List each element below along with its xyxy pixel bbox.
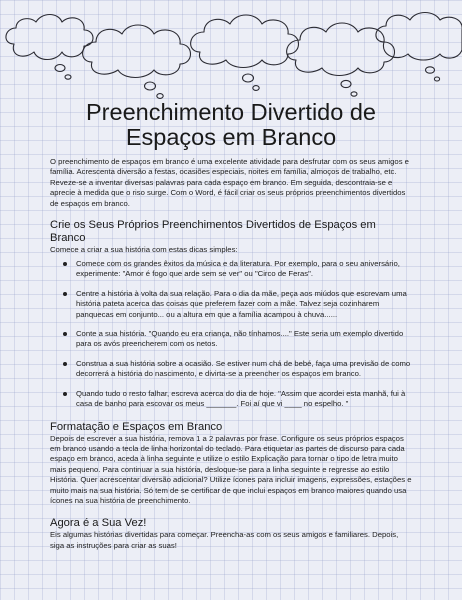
thought-bubble-icon [145,82,156,90]
tip-item: Centre a história à volta da sua relação. Para o dia da mãe, peça aos miúdos que escrevam uma história pateta acerca das coisas que preferem fazer com a mãe. Talvez seja cozinharem panquecas em conjunto... ou a altura em que a família acampou à chuva...... [76,289,412,320]
section-body-format: Depois de escrever a sua história, remova 1 a 2 palavras por frase. Configure os seus próprios espaços em branco usando a tecla de linha horizontal do teclado. Para etiquetar as partes de discurso para cada espaço em branco, aceda à linha seguinte e utilize o estilo Explicação para tornar o tipo de letra muito mais pequeno. Para continuar a sua história, desloque-se para a linha seguinte e regresse ao estilo História. Quer acrescentar diversão adicional? Utilize ícones para incluir imagens, expressões, estações e muito mais na sua história. Só tem de se certificar de que inclui espaços em branco maiores quando usa ícones na sua história de preenchimento. [50,433,412,505]
tip-item: Conte a sua história. "Quando eu era criança, não tínhamos...." Este seria um exemplo divertido para os avós preencherem com os netos. [76,329,412,350]
document-body [50,157,412,551]
thought-cloud-icon [191,15,299,68]
section-heading-create: Crie os Seus Próprios Preenchimentos Divertidos de Espaços em Branco [50,219,376,245]
thought-bubble-icon [434,77,439,81]
page-title-line-1: Preenchimento Divertido de [86,99,376,125]
tip-item: Quando tudo o resto falhar, escreva acerca do dia de hoje. "Assim que acordei esta manhã, fui à casa de banho para escovar os meus _______. Foi aí que vi ____ no espelho. " [76,389,412,410]
thought-cloud-icon [376,13,462,61]
section-body-turn: Eis algumas histórias divertidas para começar. Preencha-as com os seus amigos e familiares. Depois, siga as instruções para criar as suas! [50,530,399,550]
intro-paragraph: O preenchimento de espaços em branco é uma excelente atividade para desfrutar com os seus amigos e família. Acrescenta diversão a festas, ocasiões especiais, noites em família, almoços de trabalho, etc. Reveze-se a inventar diversas palavras para cada espaço em branco. Em seguida, descontraia-se e aprecie à medida que o riso surge. Com o Word, é fácil criar os seus próprios preenchimentos divertidos de espaços em branco. [50,157,409,208]
thought-clouds-decoration [0,0,462,110]
thought-bubble-icon [341,80,351,87]
thought-cloud-icon [83,25,191,78]
section-heading-format: Formatação e Espaços em Branco [50,420,223,433]
thought-bubble-icon [351,92,357,96]
thought-bubble-icon [243,74,254,82]
tip-item: Construa a sua história sobre a ocasião. Se estiver num chá de bebé, faça uma previsão de como decorrerá a história do nascimento, e divirta-se a preencher os espaços em branco. [76,358,411,379]
thought-bubble-icon [65,75,71,79]
tip-item: Comece com os grandes êxitos da música e da literatura. Por exemplo, para o seu aniversário, experimente: "Amor é fogo que arde sem se ver" ou "Circo de Feras". [76,259,412,280]
page-title-line-2: Espaços em Branco [125,124,337,150]
section-heading-turn: Agora é a Sua Vez! [50,517,147,530]
page-title [0,100,462,150]
section-intro-create: Comece a criar a sua história com estas dicas simples: [50,245,238,255]
thought-cloud-icon [6,15,93,60]
thought-bubble-icon [157,94,163,99]
thought-bubble-icon [426,67,435,73]
thought-cloud-icon [287,23,395,76]
thought-bubble-icon [55,65,65,72]
tips-list [50,259,412,409]
thought-bubble-icon [253,86,259,91]
